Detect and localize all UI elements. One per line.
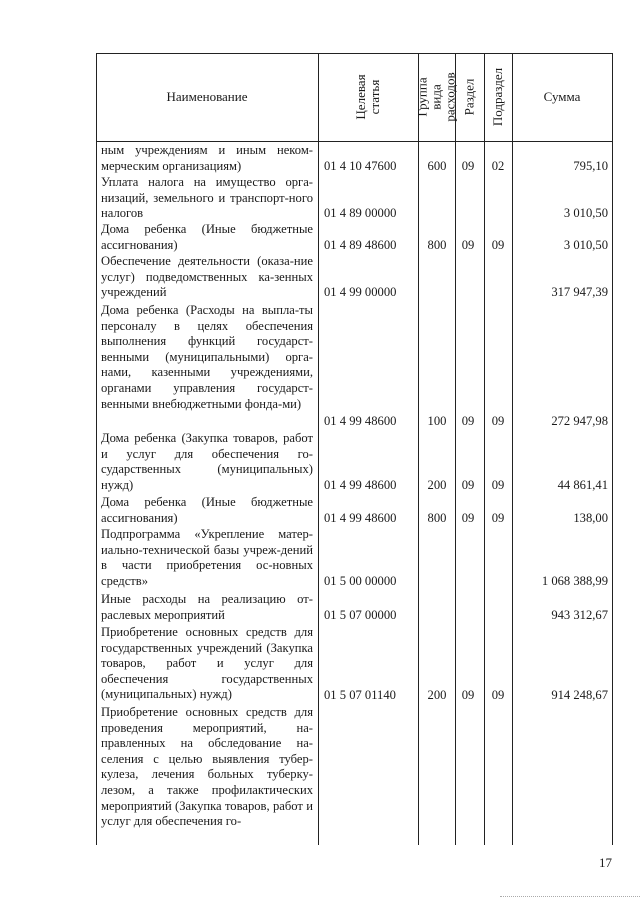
- page-number: 17: [599, 855, 612, 870]
- row-group: 200: [427, 688, 447, 702]
- table-row: [96, 527, 612, 591]
- table-row: [96, 303, 612, 430]
- table-row: [96, 705, 612, 845]
- header-sum: Сумма: [543, 89, 581, 104]
- row-section: 09: [461, 238, 475, 252]
- row-section: 09: [461, 688, 475, 702]
- table-row: [96, 431, 612, 494]
- row-group: 800: [427, 238, 447, 252]
- row-code: 01 5 07 00000: [324, 608, 397, 622]
- row-name: ным учреждениям и иным неком-мерческим организациям): [101, 143, 313, 173]
- row-subsection: 09: [491, 688, 505, 702]
- row-code: 01 4 99 00000: [324, 285, 397, 299]
- row-name: Дома ребенка (Иные бюджетные ассигнования): [101, 495, 313, 525]
- table-row: [96, 495, 612, 527]
- header-target-cell: [318, 53, 418, 141]
- row-subsection: 09: [491, 478, 505, 492]
- table-row: [96, 222, 612, 254]
- row-sum: 943 312,67: [551, 608, 608, 622]
- row-section: 09: [461, 414, 475, 428]
- row-sum: 44 861,41: [557, 478, 608, 492]
- row-name: Приобретение основных средств для государственных учреждений (Закупка товаров, работ и услуг для обеспечения государственных (муниципальных) нужд): [101, 625, 313, 702]
- header-section: Раздел: [461, 78, 477, 116]
- row-name: Иные расходы на реализацию от-раслевых мероприятий: [101, 592, 313, 622]
- row-section: 09: [461, 159, 475, 173]
- row-name: Дома ребенка (Закупка товаров, работ и услуг для обеспечения го-сударственных (муниципальных) нужд): [101, 431, 313, 492]
- budget-table: [96, 53, 612, 845]
- table-row: [96, 592, 612, 624]
- header-subsection: Подраздел: [490, 67, 506, 127]
- row-code: 01 4 99 48600: [324, 511, 397, 525]
- row-name: Уплата налога на имущество орга-низаций, земельного и транспорт-ного налогов: [101, 175, 313, 221]
- table-row: [96, 254, 612, 302]
- row-sum: 914 248,67: [551, 688, 608, 702]
- header-section-cell: [455, 53, 484, 141]
- row-sum: 317 947,39: [551, 285, 608, 299]
- row-sum: 795,10: [573, 159, 608, 173]
- row-sum: 3 010,50: [563, 206, 608, 220]
- header-target: Целевая статья: [353, 74, 382, 120]
- table-right-border: [612, 53, 613, 845]
- header-name: Наименование: [166, 89, 248, 104]
- row-subsection: 09: [491, 238, 505, 252]
- row-code: 01 4 89 00000: [324, 206, 397, 220]
- row-code: 01 4 99 48600: [324, 478, 397, 492]
- row-code: 01 5 00 00000: [324, 574, 397, 588]
- row-name: Подпрограмма «Укрепление матер-иально-технической базы учреж-дений в части приобретения ос-новных средств»: [101, 527, 313, 588]
- row-group: 600: [427, 159, 447, 173]
- row-sum: 3 010,50: [563, 238, 608, 252]
- row-subsection: 09: [491, 511, 505, 525]
- row-sum: 272 947,98: [551, 414, 608, 428]
- row-code: 01 4 10 47600: [324, 159, 397, 173]
- row-sum: 138,00: [573, 511, 608, 525]
- header-bottom-border: [96, 141, 612, 142]
- table-row: [96, 175, 612, 222]
- row-code: 01 4 99 48600: [324, 414, 397, 428]
- row-name: Дома ребенка (Расходы на выпла-ты персоналу в целях обеспечения выполнения функций государст-венными (муниципальными) орга-нами, казенными учреждениями, органами управления государст-венными внебюджетными фонда-ми): [101, 303, 313, 411]
- row-group: 200: [427, 478, 447, 492]
- header-group-cell: [414, 53, 458, 141]
- row-name: Приобретение основных средств для проведения мероприятий, на-правленных на обследование на-селения с целью выявления тубер-кулеза, лечения больных туберку-лезом, а также профилактических мероприятий (Закупка товаров, работ и услуг для обеспечения го-: [101, 705, 313, 829]
- table-row: [96, 143, 612, 175]
- row-name: Обеспечение деятельности (оказа-ние услуг) подведомственных ка-зенных учреждений: [101, 254, 313, 300]
- header-subsection-cell: [484, 53, 512, 141]
- scan-artifact-line: [500, 896, 640, 897]
- row-name: Дома ребенка (Иные бюджетные ассигнования): [101, 222, 313, 252]
- table-row: [96, 625, 612, 704]
- row-code: 01 5 07 01140: [324, 688, 396, 702]
- row-subsection: 02: [491, 159, 505, 173]
- row-section: 09: [461, 478, 475, 492]
- row-subsection: 09: [491, 414, 505, 428]
- header-group: Группа вида расходов: [414, 72, 458, 122]
- row-section: 09: [461, 511, 475, 525]
- row-code: 01 4 89 48600: [324, 238, 397, 252]
- row-sum: 1 068 388,99: [541, 574, 608, 588]
- row-group: 100: [427, 414, 447, 428]
- row-group: 800: [427, 511, 447, 525]
